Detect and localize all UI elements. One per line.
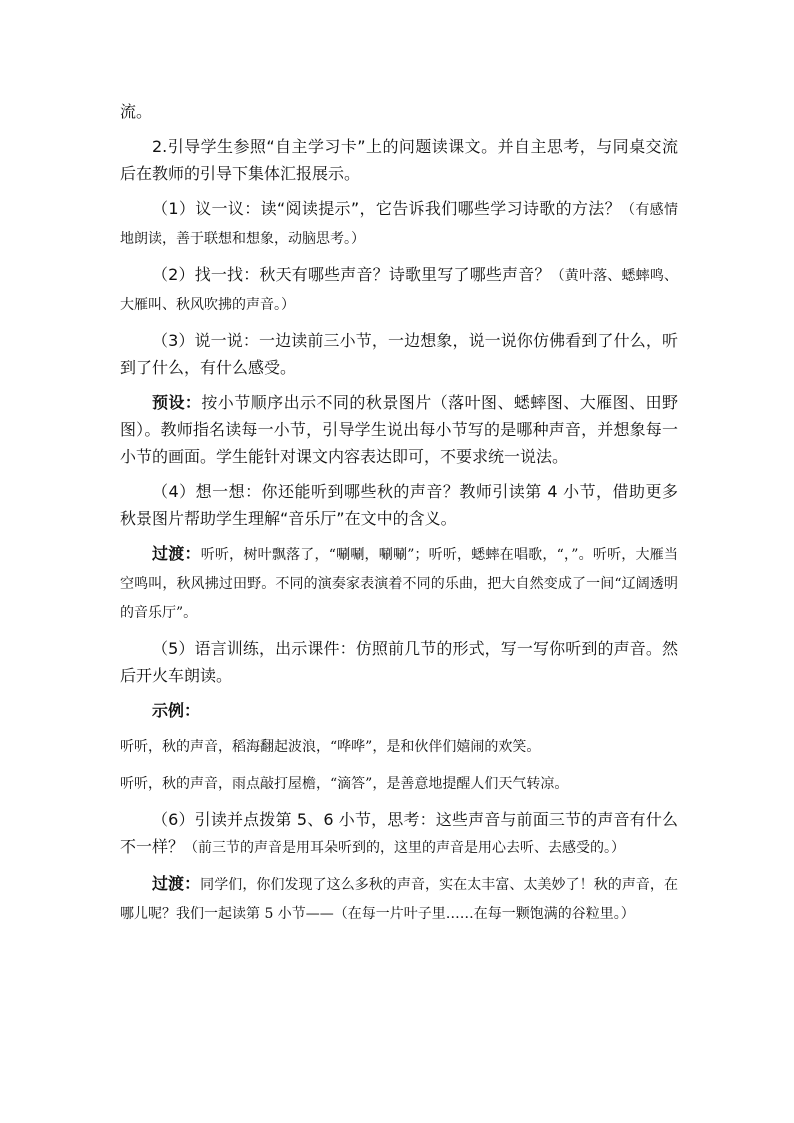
answer-note: （有感情地朗读，善于联想和想象，动脑思考。） (120, 202, 679, 247)
paragraph-discuss (120, 195, 678, 253)
paragraph-text: （6）引读并点拨第 5、6 小节，思考：这些声音与前面三节的声音有什么不一样？ (120, 810, 678, 856)
example-text: 听听，秋的声音，稻海翻起波浪，“哗哗”，是和伙伴们嬉闹的欢笑。 (120, 739, 541, 755)
paragraph-lead-label: 过渡： (152, 874, 201, 893)
paragraph-speak (120, 327, 678, 381)
example-text: 听听，秋的声音，雨点敲打屋檐，“滴答”，是善意地提醒人们天气转凉。 (120, 776, 569, 792)
paragraph-continuation (120, 98, 678, 125)
paragraph-transition-2 (120, 870, 678, 928)
transition-text: 同学们，你们发现了这么多秋的声音，实在太丰富、太美妙了！秋的声音，在哪儿呢？我们一起读第 5 小节——（在每一片叶子里……在每一颗饱满的谷粒里。） (120, 877, 678, 922)
paragraph-text: （1）议一议：读“阅读提示”，它告诉我们哪些学习诗歌的方法？ (152, 199, 621, 218)
paragraph-lead-label: 示例： (152, 701, 201, 720)
paragraph-find (120, 261, 678, 319)
paragraph-text: 按小节顺序出示不同的秋景图片（落叶图、蟋蟀图、大雁图、田野图）。教师指名读每一小节，引导学生说出每小节写的是哪种声音，并想象每一小节的画面。学生能针对课文内容表达即可，不要求统一说法。 (120, 393, 678, 466)
paragraph-example-1 (120, 732, 678, 761)
paragraph-preset (120, 389, 678, 470)
paragraph-text: （3）说一说：一边读前三小节，一边想象，说一说你仿佛看到了什么，听到了什么，有什么感受。 (120, 331, 678, 377)
answer-note: （前三节的声音是用耳朵听到的，这里的声音是用心去听、去感受的。） (184, 840, 626, 856)
paragraph-text: （5）语言训练，出示课件：仿照前几节的形式，写一写你听到的声音。然后开火车朗读。 (120, 639, 678, 685)
paragraph-step-2 (120, 133, 678, 187)
paragraph-guided-reading (120, 806, 678, 862)
lesson-plan-body (120, 98, 678, 936)
paragraph-language-training (120, 635, 678, 689)
paragraph-example-2 (120, 769, 678, 798)
paragraph-example-label (120, 697, 678, 724)
paragraph-lead-label: 过渡： (152, 544, 201, 563)
paragraph-text: （2）找一找：秋天有哪些声音？诗歌里写了哪些声音？ (152, 265, 551, 284)
paragraph-think (120, 478, 678, 532)
paragraph-text: 2.引导学生参照“自主学习卡”上的问题读课文。并自主思考，与同桌交流后在教师的引导下集体汇报展示。 (120, 137, 678, 183)
transition-text: 听听，树叶飘落了，“唰唰，唰唰”；听听，蟋蟀在唱歌，“，”。听听，大雁当空鸣叫，秋风拂过田野。不同的演奏家表演着不同的乐曲，把大自然变成了一间“辽阔透明的音乐厅”。 (120, 547, 678, 621)
paragraph-transition-1 (120, 540, 678, 627)
answer-note: （黄叶落、蟋蟀鸣、大雁叫、秋风吹拂的声音。） (120, 268, 679, 313)
paragraph-text: （4）想一想：你还能听到哪些秋的声音？教师引读第 4 小节，借助更多秋景图片帮助学生理解“音乐厅”在文中的含义。 (120, 482, 678, 528)
paragraph-text: 流。 (120, 102, 153, 121)
paragraph-lead-label: 预设： (152, 393, 202, 412)
